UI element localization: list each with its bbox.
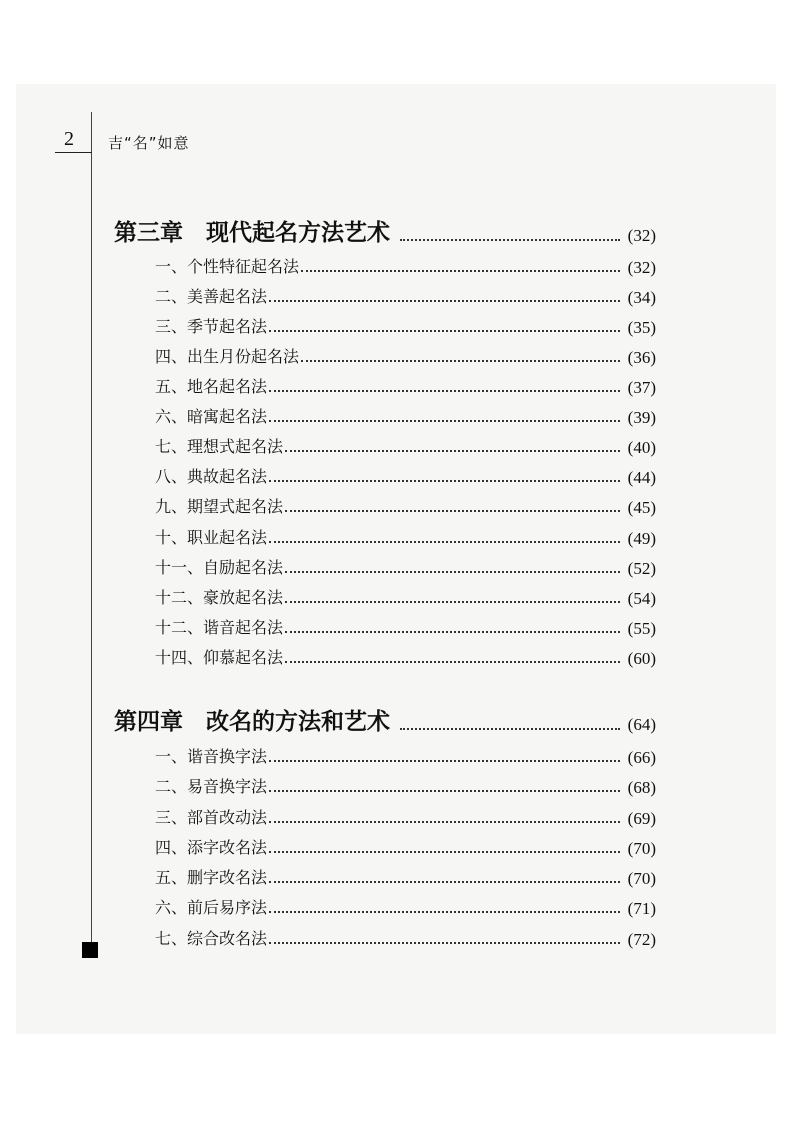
entry-title: 七、理想式起名法 (155, 437, 284, 456)
entry-page: (54) (627, 589, 656, 608)
dot-leader (285, 571, 620, 573)
chapter-page: (64) (627, 715, 656, 734)
dot-leader (285, 510, 620, 512)
entry-title: 八、典故起名法 (155, 467, 268, 486)
dot-leader (269, 881, 620, 883)
entry-title: 六、前后易序法 (155, 898, 268, 917)
entry-page: (36) (627, 348, 656, 367)
dot-leader (269, 911, 620, 913)
entry-title: 五、地名起名法 (155, 377, 268, 396)
toc-entry[interactable] (155, 926, 656, 950)
toc-entry[interactable] (155, 494, 656, 518)
entry-title: 七、综合改名法 (155, 929, 268, 948)
dot-leader (269, 821, 620, 823)
entry-page: (68) (627, 778, 656, 797)
toc-entry[interactable] (155, 434, 656, 458)
toc-entry[interactable] (155, 464, 656, 488)
entry-page: (37) (627, 378, 656, 397)
dot-leader (269, 330, 620, 332)
chapter-title: 第四章 改名的方法和艺术 (114, 708, 390, 735)
dot-leader (400, 239, 620, 241)
entry-title: 三、部首改动法 (155, 808, 268, 827)
entry-page: (60) (627, 649, 656, 668)
entry-page: (39) (627, 408, 656, 427)
entry-page: (35) (627, 318, 656, 337)
toc-entry[interactable] (155, 835, 656, 859)
entry-page: (44) (627, 468, 656, 487)
toc-entry[interactable] (155, 744, 656, 768)
toc-entry[interactable] (155, 865, 656, 889)
running-head: 吉“名”如意 (108, 134, 190, 152)
entry-title: 十一、自励起名法 (155, 558, 284, 577)
dot-leader (269, 760, 620, 762)
entry-page: (52) (627, 559, 656, 578)
dot-leader (285, 450, 620, 452)
dot-leader (269, 790, 620, 792)
entry-page: (66) (627, 748, 656, 767)
dot-leader (269, 942, 620, 944)
entry-title: 二、美善起名法 (155, 287, 268, 306)
dot-leader (301, 360, 620, 362)
entry-title: 一、谐音换字法 (155, 747, 268, 766)
toc-entry[interactable] (155, 645, 656, 669)
entry-title: 五、删字改名法 (155, 868, 268, 887)
entry-page: (45) (627, 498, 656, 517)
toc-entry[interactable] (155, 774, 656, 798)
entry-page: (34) (627, 288, 656, 307)
dot-leader (301, 270, 620, 272)
entry-title: 十、职业起名法 (155, 528, 268, 547)
entry-page: (55) (627, 619, 656, 638)
toc-entry[interactable] (155, 344, 656, 368)
toc-entry[interactable] (155, 615, 656, 639)
entry-title: 三、季节起名法 (155, 317, 268, 336)
dot-leader (285, 601, 620, 603)
toc-entry[interactable] (155, 805, 656, 829)
entry-title: 四、添字改名法 (155, 838, 268, 857)
entry-page: (70) (627, 839, 656, 858)
page-number-rule (55, 152, 92, 153)
entry-page: (40) (627, 438, 656, 457)
dot-leader (269, 541, 620, 543)
entry-title: 十二、豪放起名法 (155, 588, 284, 607)
entry-title: 一、个性特征起名法 (155, 257, 300, 276)
entry-title: 十四、仰慕起名法 (155, 648, 284, 667)
chapter-page: (32) (627, 226, 656, 245)
toc-entry[interactable] (155, 555, 656, 579)
entry-page: (72) (627, 930, 656, 949)
toc-chapter[interactable] (114, 706, 656, 736)
dot-leader (269, 390, 620, 392)
toc-entry[interactable] (155, 374, 656, 398)
toc-entry[interactable] (155, 254, 656, 278)
toc-entry[interactable] (155, 585, 656, 609)
margin-rule (91, 112, 92, 950)
dot-leader (285, 631, 620, 633)
entry-page: (69) (627, 809, 656, 828)
dot-leader (269, 480, 620, 482)
entry-page: (32) (627, 258, 656, 277)
entry-title: 二、易音换字法 (155, 777, 268, 796)
toc-entry[interactable] (155, 404, 656, 428)
toc-entry[interactable] (155, 314, 656, 338)
entry-title: 九、期望式起名法 (155, 497, 284, 516)
entry-page: (71) (627, 899, 656, 918)
toc-entry[interactable] (155, 525, 656, 549)
entry-page: (49) (627, 529, 656, 548)
toc-entry[interactable] (155, 284, 656, 308)
dot-leader (269, 851, 620, 853)
entry-title: 四、出生月份起名法 (155, 347, 300, 366)
dot-leader (269, 420, 620, 422)
chapter-title: 第三章 现代起名方法艺术 (114, 219, 390, 246)
entry-title: 十二、谐音起名法 (155, 618, 284, 637)
dot-leader (400, 728, 620, 730)
dot-leader (269, 300, 620, 302)
toc-chapter[interactable] (114, 217, 656, 247)
toc-entry[interactable] (155, 895, 656, 919)
corner-marker (82, 942, 98, 958)
entry-page: (70) (627, 869, 656, 888)
page-number: 2 (64, 128, 74, 150)
entry-title: 六、暗寓起名法 (155, 407, 268, 426)
dot-leader (285, 661, 620, 663)
